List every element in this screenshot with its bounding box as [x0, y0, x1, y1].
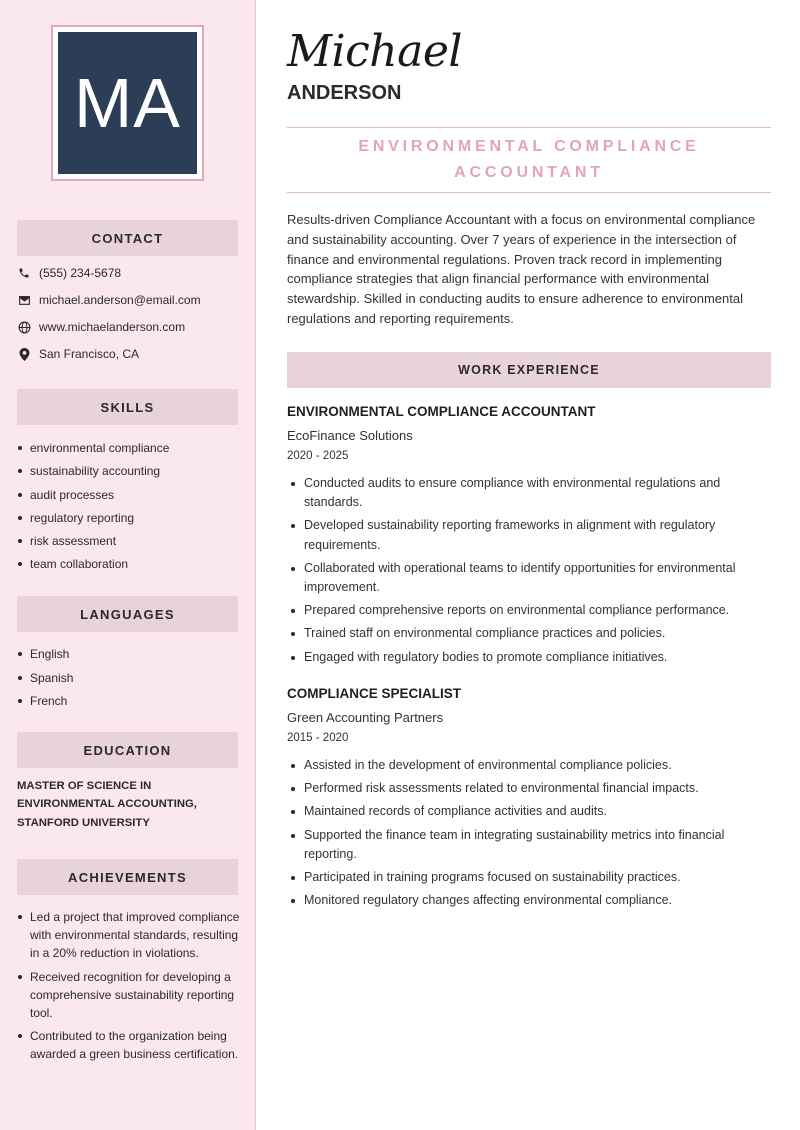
envelope-icon	[17, 293, 31, 307]
phone-icon	[17, 266, 31, 280]
map-pin-icon	[17, 347, 31, 361]
last-name: ANDERSON	[287, 82, 402, 104]
contact-phone	[17, 266, 121, 280]
job-dates: 2015 - 2020	[287, 732, 349, 744]
list-item: audit processes	[17, 488, 241, 511]
summary-paragraph: Results-driven Compliance Accountant with a focus on environmental compliance and sustainability accounting. Over 7 years of experience in the intersection of finance and environmental regulations. Proven track record in implementing compliance strategies that align financial performance with environmental stewardship. Skilled in conducting audits to ensure adherence to environmental regulations and reporting requirements.	[287, 212, 756, 326]
work-experience-heading: WORK EXPERIENCE	[287, 352, 771, 388]
job-role: COMPLIANCE SPECIALIST	[287, 686, 462, 701]
list-item: Collaborated with operational teams to identify opportunities for environmental improvement.	[287, 559, 757, 597]
contact-location	[17, 347, 139, 361]
list-item: Led a project that improved compliance with environmental standards, resulting in a 20% reduction in violations.	[17, 908, 241, 963]
list-item: sustainability accounting	[17, 464, 241, 487]
job-bullets	[287, 756, 757, 914]
divider	[287, 127, 771, 128]
list-item: Developed sustainability reporting frameworks in alignment with regulatory requirements.	[287, 516, 757, 554]
list-item: Engaged with regulatory bodies to promote compliance initiatives.	[287, 648, 757, 667]
list-item: team collaboration	[17, 557, 241, 580]
job-company: Green Accounting Partners	[287, 710, 444, 725]
list-item: Maintained records of compliance activities and audits.	[287, 802, 757, 821]
list-item: Contributed to the organization being awarded a green business certification.	[17, 1027, 241, 1063]
job-role: ENVIRONMENTAL COMPLIANCE ACCOUNTANT	[287, 404, 596, 419]
list-item: risk assessment	[17, 534, 241, 557]
list-item: Participated in training programs focused on sustainability practices.	[287, 868, 757, 887]
education-text: MASTER OF SCIENCE IN ENVIRONMENTAL ACCOUNTING, STANFORD UNIVERSITY	[17, 780, 197, 829]
list-item: Monitored regulatory changes affecting environmental compliance.	[287, 891, 757, 910]
contact-location-text: San Francisco, CA	[39, 347, 140, 361]
list-item: Performed risk assessments related to environmental financial impacts.	[287, 779, 757, 798]
list-item: Trained staff on environmental compliance practices and policies.	[287, 624, 757, 643]
list-item: Spanish	[17, 671, 241, 695]
contact-heading: CONTACT	[17, 220, 238, 256]
contact-website-text[interactable]: www.michaelanderson.com	[39, 320, 186, 334]
divider	[287, 192, 771, 193]
list-item: Prepared comprehensive reports on environmental compliance performance.	[287, 601, 757, 620]
job-dates: 2020 - 2025	[287, 450, 349, 462]
monogram: MA	[58, 32, 197, 174]
monogram-frame	[51, 25, 204, 181]
achievements-list	[17, 908, 241, 1069]
contact-email-text[interactable]: michael.anderson@email.com	[39, 293, 201, 307]
education-heading: EDUCATION	[17, 732, 238, 768]
contact-website[interactable]	[17, 320, 185, 334]
list-item: English	[17, 647, 241, 671]
list-item: Assisted in the development of environmental compliance policies.	[287, 756, 757, 775]
contact-phone-text: (555) 234-5678	[39, 266, 122, 280]
first-name: Michael	[287, 26, 462, 77]
list-item: Supported the finance team in integrating sustainability metrics into financial reporting.	[287, 826, 757, 864]
list-item: Received recognition for developing a comprehensive sustainability reporting tool.	[17, 968, 241, 1023]
languages-heading: LANGUAGES	[17, 596, 238, 632]
sidebar	[0, 0, 256, 1130]
list-item: French	[17, 694, 241, 718]
list-item: Conducted audits to ensure compliance with environmental regulations and standards.	[287, 474, 757, 512]
job-company: EcoFinance Solutions	[287, 428, 413, 443]
job-bullets	[287, 474, 757, 671]
globe-icon	[17, 320, 31, 334]
skills-list	[17, 441, 241, 581]
languages-list	[17, 647, 241, 718]
list-item: regulatory reporting	[17, 511, 241, 534]
skills-heading: SKILLS	[17, 389, 238, 425]
achievements-heading: ACHIEVEMENTS	[17, 859, 238, 895]
contact-email[interactable]	[17, 293, 201, 307]
list-item: environmental compliance	[17, 441, 241, 464]
job-title: ENVIRONMENTAL COMPLIANCE ACCOUNTANT	[358, 138, 700, 181]
